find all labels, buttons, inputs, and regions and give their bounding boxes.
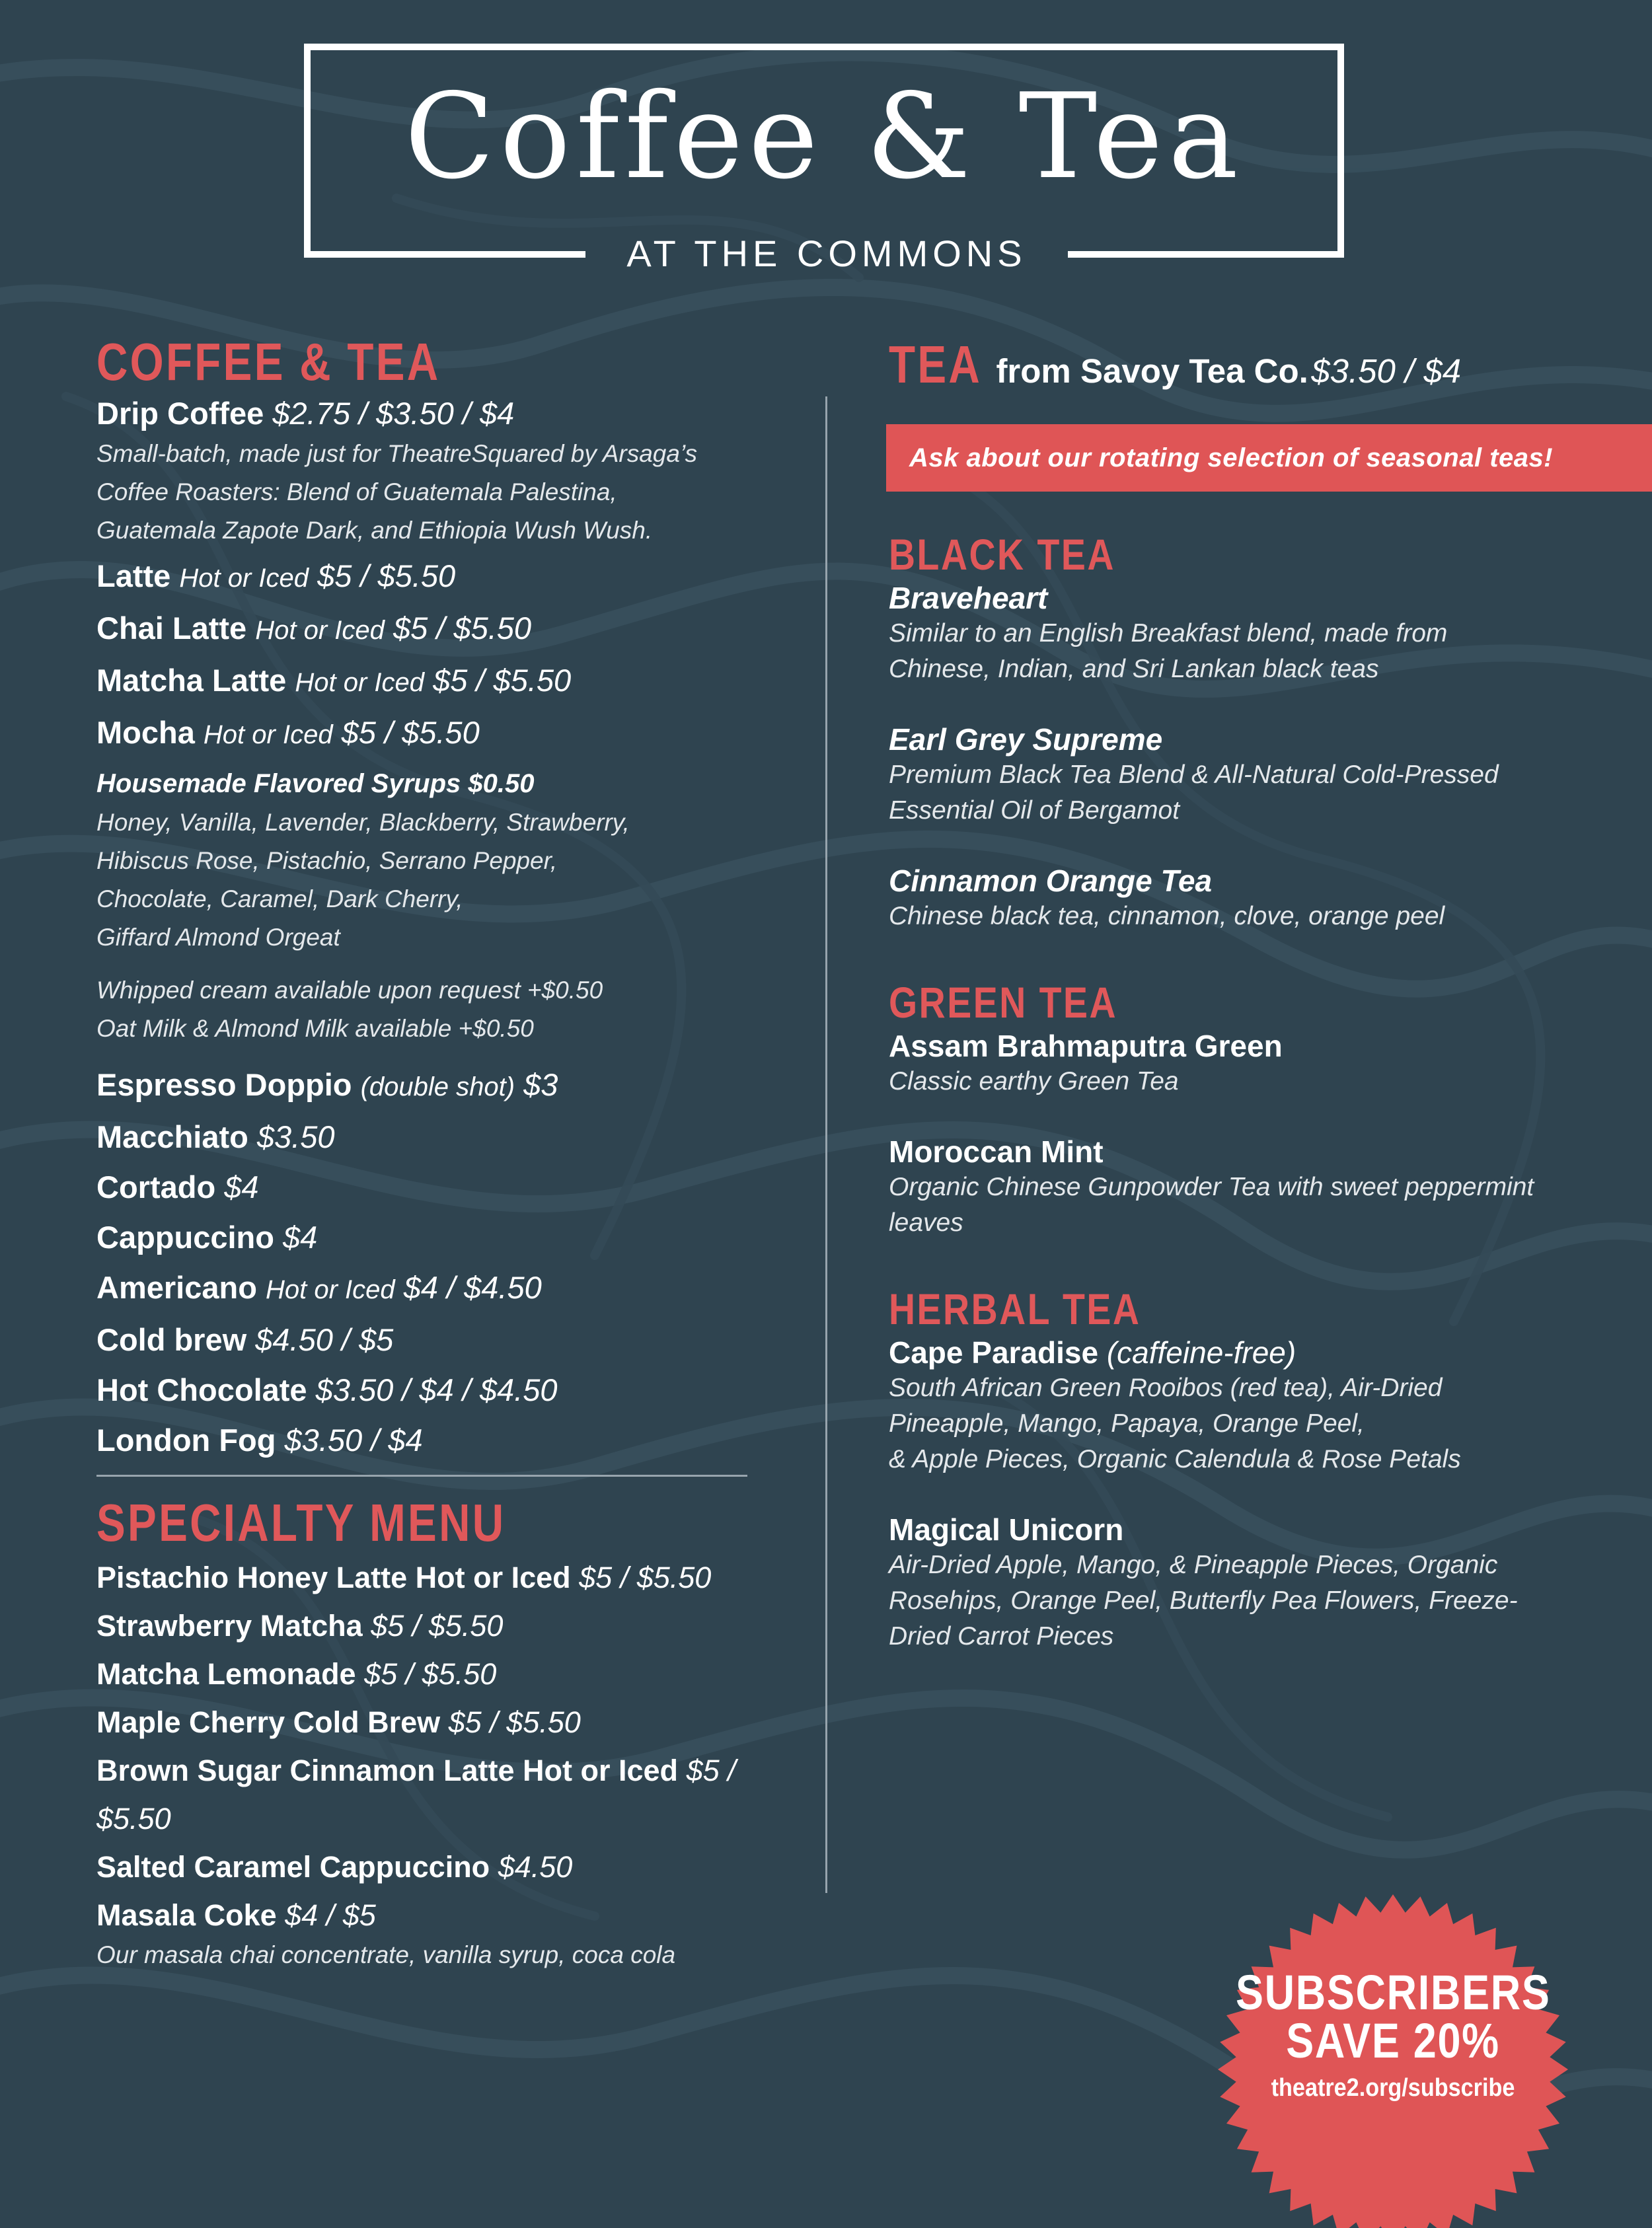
item-price: $5 / $5.50 [393, 611, 532, 646]
item-name: Brown Sugar Cinnamon Latte Hot or Iced [96, 1754, 679, 1787]
header-frame-rule-left [304, 251, 585, 258]
menu-item-macchiato [96, 1112, 757, 1162]
tea-description-line: South African Green Rooibos (red tea), Air-Dried [889, 1374, 1443, 1402]
item-price: $4 [283, 1220, 318, 1255]
banner-text: Ask about our rotating selection of seasonal teas! [909, 443, 1554, 472]
tea-description-line: Organic Chinese Gunpowder Tea with sweet peppermint [889, 1173, 1534, 1201]
item-option: Hot or Iced [179, 564, 309, 593]
tea-name: Cape Paradise [889, 1335, 1099, 1370]
item-name: Espresso Doppio [96, 1067, 352, 1102]
item-price: $5 / $5.50 [317, 558, 456, 593]
extra-line: Oat Milk & Almond Milk available +$0.50 [96, 1015, 534, 1042]
extra-line: Whipped cream available upon request +$0.50 [96, 977, 603, 1004]
item-price: $4 / $4.50 [403, 1270, 542, 1305]
item-name: Cortado [96, 1170, 216, 1205]
badge-line-2: SAVE 20% [1286, 2013, 1500, 2068]
item-option: Hot or Iced [295, 668, 424, 697]
green-tea-heading: GREEN TEA [889, 978, 1118, 1027]
tea-item-earl-grey-supreme [889, 722, 1629, 829]
tea-supplier: from Savoy Tea Co. [996, 352, 1308, 390]
masala-coke-description: Our masala chai concentrate, vanilla syrup, coca cola [96, 1941, 676, 1968]
specialty-menu-heading: SPECIALTY MENU [96, 1493, 506, 1552]
tea-description-line: & Apple Pieces, Organic Calendula & Rose Petals [889, 1445, 1461, 1473]
page-title: Coffee & Tea [404, 68, 1244, 205]
tea-name: Earl Grey Supreme [889, 722, 1163, 757]
item-name: Masala Coke [96, 1898, 277, 1932]
item-name: Americano [96, 1270, 257, 1305]
tea-description-line: Pineapple, Mango, Papaya, Orange Peel, [889, 1409, 1365, 1438]
item-name: Macchiato [96, 1119, 248, 1154]
syrup-line: Giffard Almond Orgeat [96, 924, 340, 951]
menu-item-espresso-doppio [96, 1060, 757, 1112]
tea-sections [889, 530, 1629, 1654]
item-name: Mocha [96, 715, 195, 750]
tea-price: $3.50 / $4 [1311, 352, 1462, 390]
item-price: $5 / $5.50 [96, 1754, 736, 1836]
tea-description-line: Dried Carrot Pieces [889, 1622, 1114, 1651]
item-price: $3.50 [256, 1119, 335, 1154]
drip-coffee-description [96, 435, 757, 550]
tea-column [889, 335, 1609, 398]
syrups-block [96, 764, 757, 957]
tea-name: Magical Unicorn [889, 1512, 1124, 1547]
item-name: London Fog [96, 1423, 276, 1458]
item-name: Matcha Latte [96, 663, 287, 698]
item-price: $2.75 / $3.50 / $4 [272, 396, 515, 431]
item-option: Hot or Iced [203, 720, 333, 749]
item-name: Latte [96, 558, 171, 593]
item-name: Chai Latte [96, 611, 247, 646]
syrups-title: Housemade Flavored Syrups $0.50 [96, 769, 535, 798]
menu-item-cappuccino [96, 1212, 757, 1263]
header-frame-rule-right [1068, 251, 1344, 258]
description-line: Coffee Roasters: Blend of Guatemala Palestina, [96, 478, 617, 505]
tea-description-line: Classic earthy Green Tea [889, 1067, 1179, 1095]
specialty-item-masala-coke [96, 1891, 757, 1939]
tea-name: Moroccan Mint [889, 1134, 1104, 1169]
menu-item-cold-brew [96, 1315, 757, 1365]
menu-item-latte [96, 551, 757, 603]
section-divider [96, 1475, 747, 1477]
specialty-item-maple-cherry-cold-brew [96, 1698, 757, 1746]
item-price: $4.50 / $5 [255, 1322, 394, 1357]
tea-item-assam-brahmaputra-green [889, 1028, 1629, 1099]
tea-heading: TEA [889, 335, 983, 394]
column-divider [825, 396, 827, 1893]
item-price: $5 / $5.50 [364, 1657, 497, 1691]
menu-item-drip-coffee [96, 392, 757, 435]
tea-description-line: Air-Dried Apple, Mango, & Pineapple Pieces, Organic [889, 1551, 1498, 1579]
item-price: $5 / $5.50 [579, 1561, 712, 1594]
specialty-item-salted-caramel-cappuccino [96, 1843, 757, 1891]
menu-item-americano [96, 1263, 757, 1315]
item-price: $4.50 [498, 1850, 573, 1884]
item-name: Pistachio Honey Latte Hot or Iced [96, 1561, 571, 1594]
menu-item-mocha [96, 708, 757, 760]
tea-description-line: Similar to an English Breakfast blend, made from [889, 619, 1448, 648]
item-name: Cappuccino [96, 1220, 274, 1255]
coffee-tea-heading: COFFEE & TEA [96, 332, 441, 391]
item-name: Drip Coffee [96, 396, 264, 431]
tea-item-cinnamon-orange [889, 863, 1629, 934]
syrup-line: Honey, Vanilla, Lavender, Blackberry, Strawberry, [96, 809, 630, 836]
item-price: $3 [523, 1067, 558, 1102]
item-price: $5 / $5.50 [371, 1609, 504, 1643]
tea-heading-row [889, 335, 1609, 398]
coffee-column [96, 332, 757, 1971]
tea-name: Assam Brahmaputra Green [889, 1029, 1283, 1063]
tea-name-row [889, 1335, 1629, 1370]
item-price: $4 [224, 1170, 259, 1205]
specialty-item-brown-sugar-cinnamon-latte [96, 1746, 757, 1843]
item-name: Hot Chocolate [96, 1372, 307, 1407]
tea-description-line: Chinese, Indian, and Sri Lankan black teas [889, 655, 1379, 683]
item-price: $4 / $5 [285, 1898, 376, 1932]
tea-note: (caffeine-free) [1106, 1335, 1296, 1370]
menu-item-hot-chocolate [96, 1365, 757, 1415]
item-name: Maple Cherry Cold Brew [96, 1705, 441, 1739]
tea-item-cape-paradise [889, 1335, 1629, 1477]
tea-description-line: leaves [889, 1208, 963, 1237]
item-option: Hot or Iced [255, 616, 385, 645]
tea-name: Cinnamon Orange Tea [889, 864, 1213, 898]
page-subtitle: AT THE COMMONS [626, 233, 1027, 274]
black-tea-heading: BLACK TEA [889, 530, 1115, 579]
herbal-tea-heading: HERBAL TEA [889, 1284, 1141, 1333]
item-price: $5 / $5.50 [448, 1705, 581, 1739]
menu-item-matcha-latte [96, 655, 757, 708]
tea-description-line: Rosehips, Orange Peel, Butterfly Pea Flowers, Freeze- [889, 1586, 1518, 1615]
item-price: $5 / $5.50 [341, 715, 480, 750]
tea-description-line: Essential Oil of Bergamot [889, 796, 1180, 825]
syrup-line: Hibiscus Rose, Pistachio, Serrano Pepper, [96, 847, 558, 874]
tea-description-line: Chinese black tea, cinnamon, clove, orange peel [889, 902, 1445, 930]
item-name: Matcha Lemonade [96, 1657, 356, 1691]
specialty-item-strawberry-matcha [96, 1602, 757, 1650]
specialty-item-pistachio-honey-latte [96, 1553, 757, 1602]
tea-item-braveheart [889, 580, 1629, 687]
badge-line-1: SUBSCRIBERS [1236, 1965, 1551, 2020]
menu-item-london-fog [96, 1415, 757, 1466]
item-option: (double shot) [360, 1072, 515, 1101]
tea-name: Braveheart [889, 581, 1048, 615]
item-name: Cold brew [96, 1322, 247, 1357]
description-line: Small-batch, made just for TheatreSquared by Arsaga’s [96, 440, 698, 467]
item-name: Salted Caramel Cappuccino [96, 1850, 490, 1884]
item-name: Strawberry Matcha [96, 1609, 363, 1643]
item-price: $5 / $5.50 [433, 663, 572, 698]
syrup-line: Chocolate, Caramel, Dark Cherry, [96, 885, 463, 912]
tea-description-line: Premium Black Tea Blend & All-Natural Cold-Pressed [889, 761, 1499, 789]
tea-item-magical-unicorn [889, 1512, 1629, 1654]
specialty-item-matcha-lemonade [96, 1650, 757, 1698]
item-price: $3.50 / $4 [284, 1423, 423, 1458]
item-price: $3.50 / $4 / $4.50 [315, 1372, 558, 1407]
tea-item-moroccan-mint [889, 1134, 1629, 1241]
subscribe-link[interactable]: theatre2.org/subscribe [1271, 2074, 1515, 2102]
item-option: Hot or Iced [265, 1275, 395, 1304]
menu-item-chai-latte [96, 603, 757, 655]
extras-block [96, 971, 757, 1048]
menu-item-cortado [96, 1162, 757, 1212]
seasonal-teas-banner [886, 424, 1652, 492]
description-line: Guatemala Zapote Dark, and Ethiopia Wush Wush. [96, 517, 653, 544]
